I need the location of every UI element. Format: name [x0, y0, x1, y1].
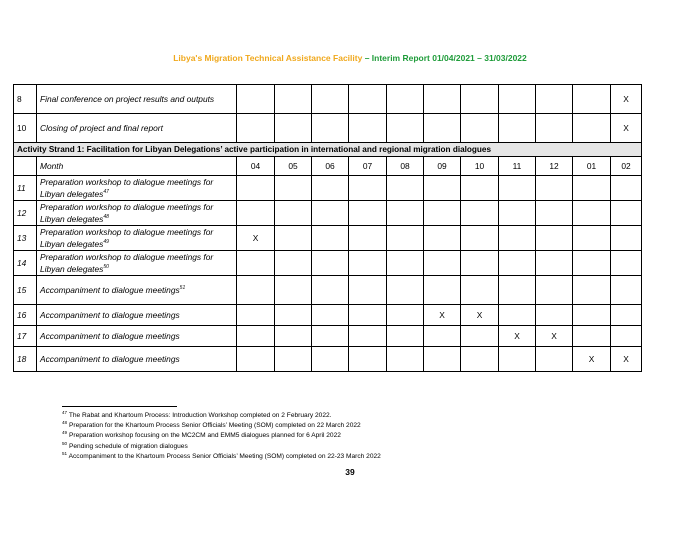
month-cell [349, 326, 387, 347]
month-cell [312, 305, 349, 326]
month-cell [312, 201, 349, 226]
month-cell: X [611, 85, 642, 114]
month-cell [424, 226, 461, 251]
month-header: 11 [499, 157, 536, 176]
month-cell [387, 226, 424, 251]
month-cell [424, 326, 461, 347]
month-cell [237, 347, 275, 372]
activity-cell [37, 251, 237, 276]
month-cell [349, 201, 387, 226]
month-cell [424, 114, 461, 143]
footnote-ref: 47 [103, 189, 109, 196]
activity-cell [37, 347, 237, 372]
table-row [14, 326, 642, 347]
footnote-number: 51 [62, 450, 68, 456]
month-cell [387, 326, 424, 347]
row-number: 13 [14, 226, 37, 251]
month-cell [275, 347, 312, 372]
footnote-text: Preparation for the Khartoum Process Senior Officials’ Meeting (SOM) completed on 22 March 2022 [68, 422, 361, 430]
footnote-ref: 49 [103, 239, 109, 246]
month-cell [499, 114, 536, 143]
month-cell [349, 347, 387, 372]
month-cell [611, 201, 642, 226]
month-cell [611, 251, 642, 276]
activity-cell [37, 201, 237, 226]
activity-text: Preparation workshop to dialogue meetings for Libyan delegates [40, 252, 214, 274]
month-header: 07 [349, 157, 387, 176]
month-header: 10 [461, 157, 499, 176]
table-row [14, 347, 642, 372]
table-row [14, 251, 642, 276]
month-cell [461, 201, 499, 226]
month-cell [387, 201, 424, 226]
header-report-period: Interim Report 01/04/2021 – 31/03/2022 [371, 53, 527, 63]
table-row [14, 276, 642, 305]
month-cell: X [237, 226, 275, 251]
month-cell: X [573, 347, 611, 372]
activity-text: Accompaniment to dialogue meetings [40, 285, 180, 295]
table-row [14, 305, 642, 326]
month-cell [536, 305, 573, 326]
month-header: 02 [611, 157, 642, 176]
month-cell [312, 226, 349, 251]
footnote-text: The Rabat and Khartoum Process: Introduction Workshop completed on 2 February 2022. [68, 412, 332, 419]
month-cell [275, 176, 312, 201]
header-title: Libya's Migration Technical Assistance Facility [173, 53, 363, 63]
month-cell [499, 226, 536, 251]
footnote-ref: 48 [103, 214, 109, 221]
footnote-text: Preparation workshop focusing on the MC2CM and EMM5 dialogues planned for 6 April 2022 [68, 432, 341, 440]
activity-cell [37, 226, 237, 251]
month-cell [461, 114, 499, 143]
footnote-divider [62, 406, 177, 407]
activity-cell [37, 305, 237, 326]
row-number: 15 [14, 276, 37, 305]
month-cell [275, 305, 312, 326]
month-header: 06 [312, 157, 349, 176]
month-cell [237, 276, 275, 305]
strand-title: Activity Strand 1: Facilitation for Libyan Delegations’ active participation in international and regional migration dialogues [14, 143, 642, 157]
row-number: 16 [14, 305, 37, 326]
table-row [14, 201, 642, 226]
month-cell [499, 201, 536, 226]
row-number: 17 [14, 326, 37, 347]
month-cell: X [499, 326, 536, 347]
month-cell [573, 201, 611, 226]
footnote-text: Accompaniment to the Khartoum Process Senior Officials’ Meeting (SOM) completed on 22-23 March 2022 [68, 452, 381, 460]
month-cell [461, 326, 499, 347]
row-number: 14 [14, 251, 37, 276]
month-cell [349, 85, 387, 114]
month-cell [237, 305, 275, 326]
month-cell [461, 276, 499, 305]
month-cell [499, 251, 536, 276]
month-cell [499, 85, 536, 114]
month-cell: X [536, 326, 573, 347]
footnote [62, 452, 381, 462]
month-cell [312, 85, 349, 114]
month-cell [461, 347, 499, 372]
month-cell [424, 251, 461, 276]
activity-text: Preparation workshop to dialogue meetings for Libyan delegates [40, 202, 214, 224]
month-cell [461, 85, 499, 114]
month-cell [536, 276, 573, 305]
activity-schedule-table [13, 84, 642, 372]
footnote [62, 421, 381, 431]
month-cell [349, 276, 387, 305]
month-cell [573, 114, 611, 143]
month-cell [424, 347, 461, 372]
month-cell [424, 276, 461, 305]
month-cell [312, 251, 349, 276]
month-cell [611, 176, 642, 201]
strand-header-row [14, 143, 642, 157]
month-label: Month [37, 157, 237, 176]
month-cell [536, 347, 573, 372]
month-header: 05 [275, 157, 312, 176]
month-cell [424, 201, 461, 226]
month-cell [573, 305, 611, 326]
table-row [14, 85, 642, 114]
month-cell [611, 326, 642, 347]
table-row [14, 226, 642, 251]
footnote-number: 47 [62, 409, 68, 415]
month-cell [275, 201, 312, 226]
month-cell [312, 276, 349, 305]
row-number: 18 [14, 347, 37, 372]
page-number: 39 [345, 467, 355, 477]
row-number: 8 [14, 85, 37, 114]
month-cell [387, 114, 424, 143]
month-cell [387, 85, 424, 114]
month-cell [536, 85, 573, 114]
month-cell [573, 176, 611, 201]
report-header [0, 53, 700, 63]
footnote-number: 50 [62, 440, 68, 446]
month-cell [536, 176, 573, 201]
activity-cell: Closing of project and final report [37, 114, 237, 143]
month-cell [237, 251, 275, 276]
month-cell [312, 114, 349, 143]
month-cell: X [611, 114, 642, 143]
month-header: 08 [387, 157, 424, 176]
month-cell [275, 326, 312, 347]
activity-text: Accompaniment to dialogue meetings [40, 310, 180, 320]
month-cell [275, 276, 312, 305]
month-cell [387, 251, 424, 276]
month-cell: X [611, 347, 642, 372]
row-number: 12 [14, 201, 37, 226]
month-cell [611, 276, 642, 305]
month-cell [461, 251, 499, 276]
month-cell [237, 326, 275, 347]
row-number: 11 [14, 176, 37, 201]
month-cell [387, 305, 424, 326]
activity-cell: Final conference on project results and outputs [37, 85, 237, 114]
month-cell [499, 347, 536, 372]
month-header: 01 [573, 157, 611, 176]
month-cell [312, 347, 349, 372]
month-cell [573, 85, 611, 114]
month-cell [275, 85, 312, 114]
month-cell [536, 201, 573, 226]
month-cell [536, 114, 573, 143]
footnote-number: 49 [62, 430, 68, 436]
month-header: 12 [536, 157, 573, 176]
month-cell [424, 85, 461, 114]
activity-cell [37, 176, 237, 201]
month-cell [275, 114, 312, 143]
month-cell [424, 176, 461, 201]
table-body [14, 85, 642, 372]
month-cell: X [461, 305, 499, 326]
month-header-blank [14, 157, 37, 176]
month-header: 04 [237, 157, 275, 176]
month-cell [611, 305, 642, 326]
month-cell [275, 251, 312, 276]
footnote-ref: 50 [103, 264, 109, 271]
month-cell [349, 114, 387, 143]
month-cell [387, 276, 424, 305]
activity-text: Accompaniment to dialogue meetings [40, 354, 180, 364]
month-cell [611, 226, 642, 251]
month-cell [387, 347, 424, 372]
month-cell [461, 176, 499, 201]
activity-cell [37, 276, 237, 305]
month-cell [499, 276, 536, 305]
activity-text: Accompaniment to dialogue meetings [40, 331, 180, 341]
footnote-ref: 51 [179, 285, 186, 292]
month-cell [573, 251, 611, 276]
footnote [62, 442, 381, 452]
month-cell [237, 114, 275, 143]
month-cell [499, 305, 536, 326]
month-cell [237, 201, 275, 226]
table-row [14, 114, 642, 143]
activity-text: Preparation workshop to dialogue meetings for Libyan delegates [40, 177, 214, 199]
month-cell [573, 276, 611, 305]
activity-cell [37, 326, 237, 347]
month-cell [387, 176, 424, 201]
month-cell [237, 85, 275, 114]
footnotes [62, 411, 381, 462]
month-cell [536, 226, 573, 251]
month-cell [349, 305, 387, 326]
month-cell [349, 251, 387, 276]
footnote-text: Pending schedule of migration dialogues [68, 442, 188, 450]
month-cell [349, 176, 387, 201]
header-separator: – [362, 53, 372, 63]
month-cell [499, 176, 536, 201]
month-cell [461, 226, 499, 251]
month-cell [573, 326, 611, 347]
activity-text: Preparation workshop to dialogue meetings for Libyan delegates [40, 227, 214, 249]
month-cell: X [424, 305, 461, 326]
row-number: 10 [14, 114, 37, 143]
footnote-number: 48 [62, 420, 68, 426]
month-header: 09 [424, 157, 461, 176]
month-cell [312, 326, 349, 347]
footnote [62, 431, 381, 441]
month-cell [349, 226, 387, 251]
table-row [14, 176, 642, 201]
month-cell [536, 251, 573, 276]
month-cell [237, 176, 275, 201]
month-cell [312, 176, 349, 201]
month-cell [573, 226, 611, 251]
footnote [62, 411, 381, 421]
month-cell [275, 226, 312, 251]
month-header-row [14, 157, 642, 176]
